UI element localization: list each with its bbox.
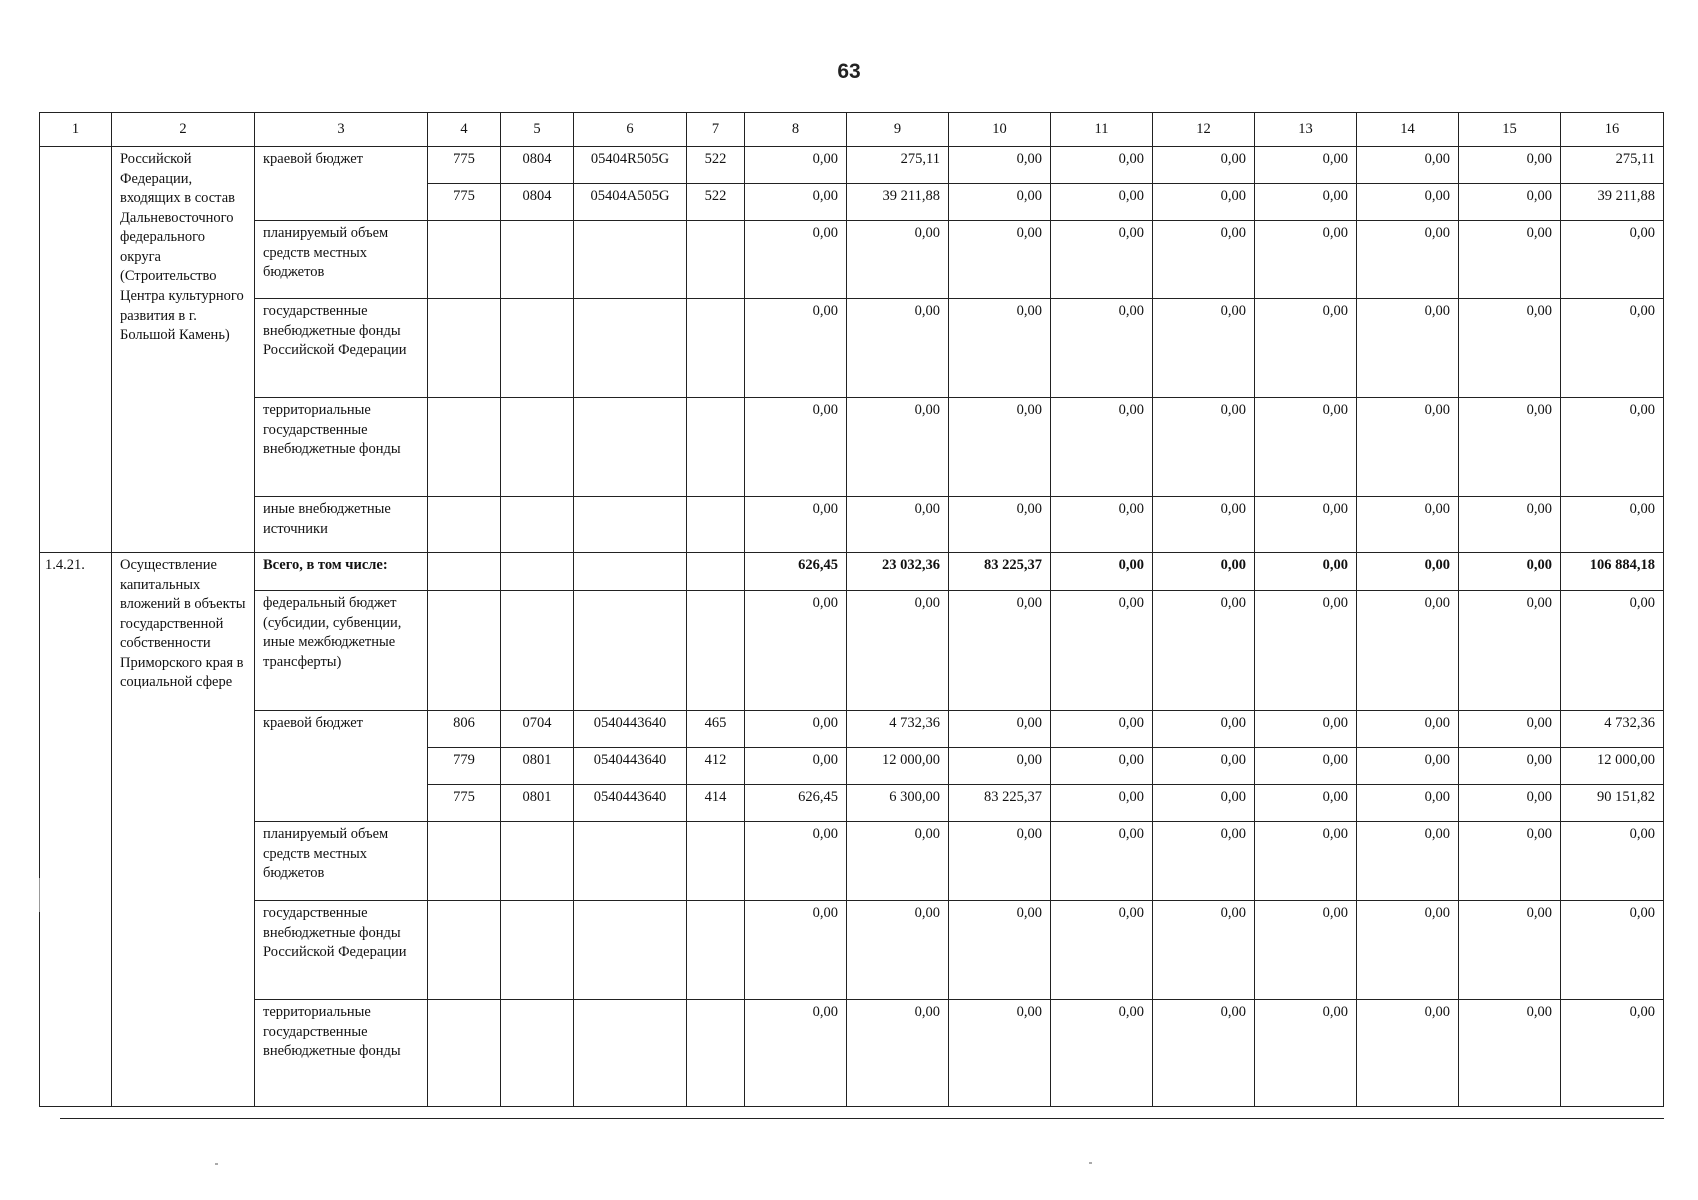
cell-amount: 0,00 [847, 398, 949, 497]
cell-rzpr: 0801 [501, 748, 574, 785]
cell-rzpr: 0704 [501, 711, 574, 748]
cell-amount: 0,00 [1357, 147, 1459, 184]
cell-grbs: 775 [428, 147, 501, 184]
cell-grbs [428, 591, 501, 711]
cell-amount: 0,00 [1153, 553, 1255, 591]
cell-vr [687, 221, 745, 299]
cell-vr [687, 299, 745, 398]
cell-amount: 0,00 [1153, 901, 1255, 1000]
cell-amount: 39 211,88 [1561, 184, 1664, 221]
cell-rzpr: 0801 [501, 785, 574, 822]
column-header: 3 [255, 113, 428, 147]
column-header: 12 [1153, 113, 1255, 147]
cell-amount: 0,00 [1255, 785, 1357, 822]
column-number-row [40, 113, 1664, 147]
cell-amount: 0,00 [1459, 822, 1561, 901]
cell-amount: 0,00 [1051, 221, 1153, 299]
cell-amount: 0,00 [1561, 497, 1664, 553]
cell-csr: 0540443640 [574, 748, 687, 785]
cell-vr [687, 901, 745, 1000]
funding-source: планируемый объем средств местных бюджетов [255, 822, 428, 901]
cell-amount: 0,00 [1051, 184, 1153, 221]
cell-amount: 0,00 [847, 221, 949, 299]
cell-amount: 0,00 [1153, 785, 1255, 822]
cell-grbs [428, 1000, 501, 1107]
cell-amount: 0,00 [1153, 497, 1255, 553]
cell-csr [574, 299, 687, 398]
cell-amount: 0,00 [1357, 398, 1459, 497]
cell-amount: 0,00 [847, 591, 949, 711]
table-row [40, 591, 1664, 711]
cell-amount: 0,00 [745, 748, 847, 785]
table-row [40, 901, 1664, 1000]
cell-rzpr [501, 591, 574, 711]
cell-amount: 0,00 [1255, 553, 1357, 591]
funding-source: иные внебюджетные источники [255, 497, 428, 553]
cell-amount: 0,00 [1561, 398, 1664, 497]
cell-amount: 0,00 [1051, 748, 1153, 785]
cell-grbs [428, 822, 501, 901]
cell-amount: 12 000,00 [1561, 748, 1664, 785]
cell-amount: 0,00 [949, 901, 1051, 1000]
cell-vr: 522 [687, 147, 745, 184]
table-row [40, 299, 1664, 398]
cell-vr [687, 591, 745, 711]
cell-vr: 465 [687, 711, 745, 748]
cell-amount: 0,00 [1459, 1000, 1561, 1107]
scan-speck [215, 1163, 218, 1165]
cell-amount: 0,00 [1459, 299, 1561, 398]
cell-amount: 4 732,36 [847, 711, 949, 748]
cell-amount: 0,00 [847, 1000, 949, 1107]
cell-vr [687, 822, 745, 901]
cell-amount: 0,00 [1255, 398, 1357, 497]
cell-amount: 0,00 [1153, 221, 1255, 299]
cell-grbs [428, 901, 501, 1000]
cell-amount: 0,00 [1255, 901, 1357, 1000]
cell-amount: 0,00 [847, 299, 949, 398]
cell-amount: 0,00 [949, 147, 1051, 184]
bottom-rule [60, 1118, 1664, 1119]
cell-grbs: 806 [428, 711, 501, 748]
cell-amount: 0,00 [847, 822, 949, 901]
cell-amount: 0,00 [1357, 299, 1459, 398]
cell-amount: 6 300,00 [847, 785, 949, 822]
column-header: 15 [1459, 113, 1561, 147]
column-header: 9 [847, 113, 949, 147]
column-header: 2 [112, 113, 255, 147]
cell-grbs [428, 299, 501, 398]
cell-amount: 0,00 [1255, 497, 1357, 553]
cell-csr [574, 497, 687, 553]
cell-amount: 0,00 [1153, 398, 1255, 497]
cell-amount: 106 884,18 [1561, 553, 1664, 591]
cell-amount: 0,00 [1459, 147, 1561, 184]
cell-amount: 0,00 [1459, 398, 1561, 497]
cell-vr: 414 [687, 785, 745, 822]
cell-amount: 39 211,88 [847, 184, 949, 221]
cell-amount: 0,00 [1357, 822, 1459, 901]
cell-csr [574, 553, 687, 591]
column-header: 7 [687, 113, 745, 147]
cell-rzpr [501, 221, 574, 299]
cell-amount: 0,00 [745, 822, 847, 901]
cell-amount: 0,00 [1051, 299, 1153, 398]
funding-source: федеральный бюджет (субсидии, субвенции, иные межбюджетные трансферты) [255, 591, 428, 711]
cell-amount: 0,00 [1357, 184, 1459, 221]
cell-amount: 0,00 [745, 497, 847, 553]
cell-amount: 12 000,00 [847, 748, 949, 785]
cell-amount: 0,00 [1255, 184, 1357, 221]
cell-grbs: 779 [428, 748, 501, 785]
cell-amount: 0,00 [1357, 553, 1459, 591]
cell-amount: 0,00 [1051, 711, 1153, 748]
cell-vr [687, 398, 745, 497]
cell-amount: 0,00 [745, 591, 847, 711]
cell-vr [687, 1000, 745, 1107]
scan-mark [39, 878, 40, 912]
cell-csr: 0540443640 [574, 785, 687, 822]
funding-source: государственные внебюджетные фонды Российской Федерации [255, 299, 428, 398]
cell-amount: 0,00 [1153, 1000, 1255, 1107]
cell-amount: 0,00 [1255, 147, 1357, 184]
cell-amount: 0,00 [949, 184, 1051, 221]
cell-amount: 0,00 [1561, 1000, 1664, 1107]
cell-grbs [428, 398, 501, 497]
cell-amount: 0,00 [1153, 748, 1255, 785]
cell-amount: 0,00 [1153, 147, 1255, 184]
cell-amount: 0,00 [949, 748, 1051, 785]
cell-rzpr: 0804 [501, 184, 574, 221]
cell-rzpr [501, 299, 574, 398]
cell-rzpr [501, 553, 574, 591]
cell-csr: 0540443640 [574, 711, 687, 748]
program-name: Российской Федерации, входящих в состав Дальневосточного федерального округа (Строительство Центра культурного развития в г. Большой Камень) [112, 147, 255, 553]
cell-amount: 0,00 [1051, 901, 1153, 1000]
cell-amount: 0,00 [745, 398, 847, 497]
cell-csr: 05404R505G [574, 147, 687, 184]
cell-amount: 0,00 [847, 901, 949, 1000]
cell-amount: 0,00 [1255, 1000, 1357, 1107]
cell-rzpr [501, 901, 574, 1000]
cell-rzpr: 0804 [501, 147, 574, 184]
cell-csr [574, 591, 687, 711]
cell-grbs [428, 553, 501, 591]
cell-amount: 0,00 [1051, 553, 1153, 591]
cell-amount: 0,00 [949, 497, 1051, 553]
cell-grbs [428, 221, 501, 299]
cell-amount: 23 032,36 [847, 553, 949, 591]
cell-amount: 275,11 [847, 147, 949, 184]
table-row [40, 711, 1664, 748]
cell-vr: 412 [687, 748, 745, 785]
table-row [40, 497, 1664, 553]
cell-amount: 0,00 [1153, 822, 1255, 901]
cell-amount: 0,00 [1255, 591, 1357, 711]
cell-amount: 0,00 [1357, 711, 1459, 748]
table-row [40, 553, 1664, 591]
budget-table [39, 112, 1664, 1107]
program-name: Осуществление капитальных вложений в объекты государственной собственности Приморского края в социальной сфере [112, 553, 255, 1107]
cell-grbs [428, 497, 501, 553]
cell-amount: 0,00 [1255, 822, 1357, 901]
cell-amount: 0,00 [1051, 398, 1153, 497]
cell-csr [574, 901, 687, 1000]
column-header: 14 [1357, 113, 1459, 147]
cell-amount: 90 151,82 [1561, 785, 1664, 822]
cell-csr [574, 221, 687, 299]
row-index: 1.4.21. [40, 553, 112, 1107]
block2-rows [40, 553, 1664, 1107]
row-index [40, 147, 112, 553]
cell-amount: 0,00 [1357, 497, 1459, 553]
cell-amount: 0,00 [949, 299, 1051, 398]
cell-vr [687, 553, 745, 591]
cell-amount: 0,00 [1153, 591, 1255, 711]
cell-amount: 0,00 [1561, 901, 1664, 1000]
funding-source: краевой бюджет [255, 147, 428, 221]
column-header: 5 [501, 113, 574, 147]
cell-csr: 05404A505G [574, 184, 687, 221]
cell-csr [574, 822, 687, 901]
cell-amount: 0,00 [1459, 748, 1561, 785]
cell-grbs: 775 [428, 785, 501, 822]
table-row [40, 221, 1664, 299]
cell-amount: 0,00 [1153, 299, 1255, 398]
cell-amount: 0,00 [1255, 221, 1357, 299]
scan-speck [1089, 1162, 1092, 1164]
cell-amount: 0,00 [1357, 748, 1459, 785]
funding-source: территориальные государственные внебюджетные фонды [255, 398, 428, 497]
table-row [40, 147, 1664, 184]
cell-amount: 0,00 [1153, 711, 1255, 748]
cell-grbs: 775 [428, 184, 501, 221]
cell-amount: 0,00 [1459, 901, 1561, 1000]
column-header: 4 [428, 113, 501, 147]
cell-amount: 0,00 [1561, 591, 1664, 711]
cell-amount: 0,00 [745, 299, 847, 398]
cell-amount: 0,00 [1459, 497, 1561, 553]
cell-amount: 0,00 [745, 901, 847, 1000]
cell-vr [687, 497, 745, 553]
cell-amount: 0,00 [1357, 1000, 1459, 1107]
column-header: 16 [1561, 113, 1664, 147]
cell-amount: 0,00 [1051, 497, 1153, 553]
table-row [40, 398, 1664, 497]
cell-amount: 0,00 [1153, 184, 1255, 221]
cell-amount: 0,00 [1459, 785, 1561, 822]
cell-amount: 0,00 [1255, 299, 1357, 398]
cell-amount: 4 732,36 [1561, 711, 1664, 748]
cell-amount: 0,00 [949, 1000, 1051, 1107]
cell-amount: 0,00 [1051, 785, 1153, 822]
cell-amount: 0,00 [745, 184, 847, 221]
table-row [40, 1000, 1664, 1107]
column-header: 13 [1255, 113, 1357, 147]
cell-rzpr [501, 398, 574, 497]
cell-amount: 0,00 [847, 497, 949, 553]
cell-amount: 0,00 [949, 822, 1051, 901]
cell-rzpr [501, 1000, 574, 1107]
cell-amount: 626,45 [745, 785, 847, 822]
cell-amount: 0,00 [745, 221, 847, 299]
table-row [40, 822, 1664, 901]
column-header: 8 [745, 113, 847, 147]
cell-amount: 0,00 [1561, 299, 1664, 398]
cell-amount: 0,00 [1051, 591, 1153, 711]
funding-source: территориальные государственные внебюджетные фонды [255, 1000, 428, 1107]
cell-amount: 0,00 [1255, 748, 1357, 785]
cell-amount: 83 225,37 [949, 785, 1051, 822]
cell-amount: 0,00 [1459, 711, 1561, 748]
cell-amount: 0,00 [1561, 221, 1664, 299]
cell-amount: 0,00 [1357, 785, 1459, 822]
column-header: 1 [40, 113, 112, 147]
cell-rzpr [501, 822, 574, 901]
cell-rzpr [501, 497, 574, 553]
cell-vr: 522 [687, 184, 745, 221]
cell-amount: 0,00 [1459, 221, 1561, 299]
funding-source: Всего, в том числе: [255, 553, 428, 591]
block1-rows [40, 147, 1664, 553]
cell-amount: 0,00 [1051, 147, 1153, 184]
cell-amount: 0,00 [949, 221, 1051, 299]
cell-amount: 0,00 [1357, 901, 1459, 1000]
cell-amount: 626,45 [745, 553, 847, 591]
cell-amount: 0,00 [1051, 822, 1153, 901]
cell-amount: 0,00 [1357, 221, 1459, 299]
cell-amount: 0,00 [949, 711, 1051, 748]
funding-source: планируемый объем средств местных бюджетов [255, 221, 428, 299]
cell-amount: 0,00 [1255, 711, 1357, 748]
funding-source: государственные внебюджетные фонды Российской Федерации [255, 901, 428, 1000]
cell-amount: 0,00 [1459, 553, 1561, 591]
cell-amount: 0,00 [1459, 184, 1561, 221]
column-header: 11 [1051, 113, 1153, 147]
cell-csr [574, 1000, 687, 1107]
cell-amount: 0,00 [745, 1000, 847, 1107]
cell-amount: 0,00 [949, 398, 1051, 497]
cell-amount: 0,00 [1459, 591, 1561, 711]
cell-amount: 0,00 [1357, 591, 1459, 711]
funding-source: краевой бюджет [255, 711, 428, 822]
cell-amount: 275,11 [1561, 147, 1664, 184]
cell-amount: 0,00 [1051, 1000, 1153, 1107]
column-header: 6 [574, 113, 687, 147]
cell-amount: 0,00 [949, 591, 1051, 711]
page-number: 63 [837, 60, 861, 83]
cell-amount: 0,00 [1561, 822, 1664, 901]
cell-amount: 0,00 [745, 711, 847, 748]
cell-csr [574, 398, 687, 497]
cell-amount: 83 225,37 [949, 553, 1051, 591]
cell-amount: 0,00 [745, 147, 847, 184]
column-header: 10 [949, 113, 1051, 147]
